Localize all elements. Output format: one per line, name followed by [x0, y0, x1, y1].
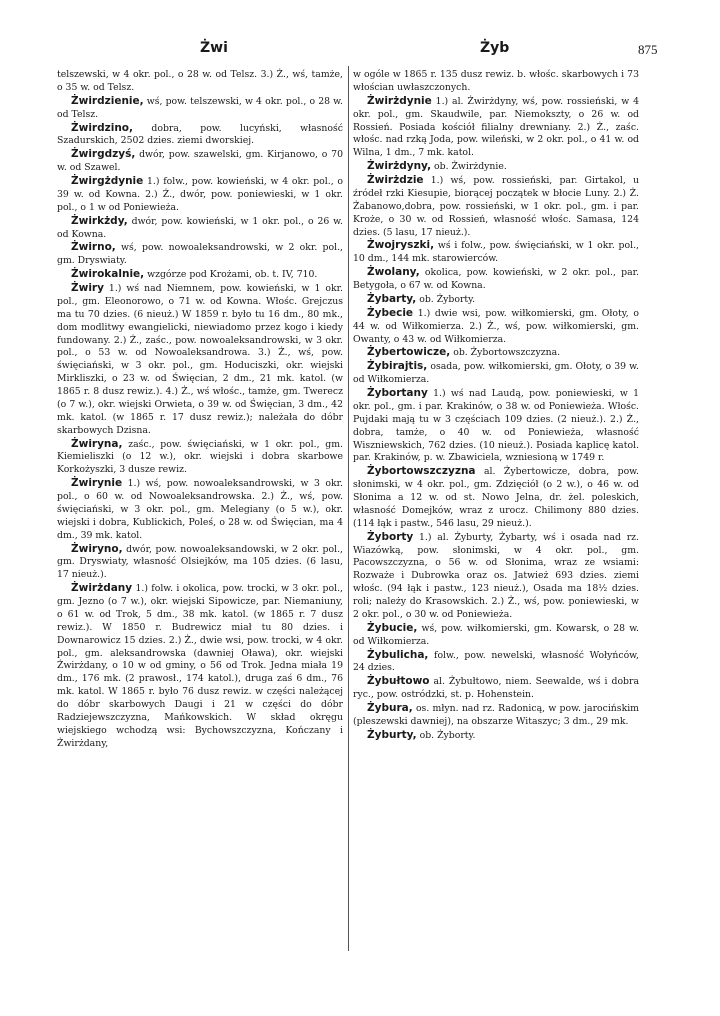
dictionary-entry [57, 438, 343, 478]
dictionary-entry [57, 282, 343, 438]
headword: Żwirżdzie [367, 174, 424, 186]
headword: Żybortowszczyzna [367, 465, 476, 478]
headword: Żwirdzienie, [71, 94, 144, 107]
dictionary-entry [57, 477, 343, 542]
entry-text: al. Żybułtowo, niem. Seewalde, wś i dobra ryc., pow. ostródzki, st. p. Hohenstein. [353, 676, 639, 701]
headword: Żwojryszki, [367, 239, 435, 252]
entry-text: wś, pow. nowoaleksandrowski, w 2 okr. pol., gm. Dryswiaty. [57, 242, 343, 267]
entry-text: 1.) wś, pow. rossieński, par. Girtakol, u źródeł rzki Kiesupie, biorącej początek w błocie Luny. 2.) Ż. Żabanowo,dobra, pow. rossieński, w 1 okr. pol., gm. i par. Kroże, o 30 w. od Rossień, własność włośc. Samasa, 124 dzies. (5 lasu, 17 nieuż.). [353, 175, 639, 238]
headword: Żwirno, [71, 241, 116, 254]
headword: Żwirżdynie [367, 94, 432, 107]
entry-text: dobra, pow. lucyński, własność Szadurskich, 2502 dzies. ziemi dworskiej. [57, 122, 343, 147]
entry-text: dwór, pow. szawelski, gm. Kirjanowo, o 70 w. od Szawel. [57, 149, 343, 174]
dictionary-entry [353, 95, 639, 160]
entry-text: 1.) al. Żyburty, Żybarty, wś i osada nad rz. Wiazówką, pow. słonimski, w 4 okr. pol., gm. Pacowszczyzna, o 56 w. od Słonima, wraz ze wsiami: Rozważe i Dubrowka oraz os. Jatwież 693 dzies. ziemi włośc. (94 łąk i pastw., 123 nieuż.), Osada ma 18½ dzies. roli; należy do Krasowskich. 2.) Ż., wś, pow. poniewieski, w 2 okr. pol., o 30 w. od Poniewieża. [353, 531, 639, 620]
headword: Żybucie, [367, 621, 418, 634]
dictionary-entry [57, 175, 343, 215]
entry-text: 1.) wś nad Niemnem, pow. kowieński, w 1 okr. pol., gm. Eleonorowo, o 71 w. od Kowna. Włośc. Grejczus ma tu 70 dzies. (6 nieuż.) W 1859 r. było tu 16 dm., 80 mk., dom modlitwy ewangielicki, niewiadomo przez kogo i kiedy fundowany. 2.) Ż., zaśc., pow. nowoaleksandrowski, w 3 okr. pol., o 53 w. od Nowoaleksandrowa. 3.) Ż., wś, pow. święciański, w 3 okr. pol., gm. Hoduciszki, okr. wiejski Mirkliszki, o 23 w. od Święcian, 2 dm., 21 mk. katol. (w 1865 r. 8 dusz rewiz.). 4.) Ż., wś włośc., tamże, gm. Twerecz (o 7 w.), okr. wiejski Orwieta, o 39 w. od Święcian, 3 dm., 42 mk. katol. (w 1865 r. 17 dusz rewiz.); należała do dóbr skarbowych Dzisna. [57, 283, 343, 436]
left-column [57, 68, 343, 751]
entry-text: 1.) al. Żwirżdyny, wś, pow. rossieński, w 4 okr. pol., gm. Skaudwile, par. Niemokszty, o 26 w. od Rossień. Posiada kościół filialny drewniany. 2.) Ż., zaśc. włośc. nad rzką Joda, pow. wileński, w 2 okr. pol., o 41 w. od Wilna, 1 dm., 7 mk. katol. [353, 95, 639, 159]
dictionary-entry [353, 729, 639, 743]
headword: Żwiry [71, 282, 104, 294]
dictionary-entry [353, 239, 639, 266]
headword: Żybertowicze, [367, 346, 451, 359]
entry-text: 1.) wś, pow. nowoaleksandrowski, w 3 okr. pol., o 60 w. od Nowoaleksandrowska. 2.) Ż., wś, pow. święciański, w 3 okr. pol., gm. Melegiany (o 5 w.), okr. wiejski i dobra, Kublickich, Poleś, o 28 w. od Święcian, ma 4 dm., 39 mk. katol. [57, 478, 343, 541]
dictionary-entry [353, 346, 639, 360]
headword: Żwirżdyny, [367, 160, 432, 173]
dictionary-entry [353, 68, 639, 95]
headword: Żwirżdany [71, 582, 133, 595]
dictionary-entry [57, 582, 343, 750]
dictionary-entry [353, 293, 639, 307]
headword: Żyburty, [367, 728, 417, 741]
column-divider [348, 66, 349, 951]
dictionary-entry [57, 241, 343, 268]
dictionary-entry [57, 543, 343, 583]
headword: Żwirdzino, [71, 121, 133, 134]
entry-text: ob. Żybortowszczyzna. [450, 347, 561, 359]
right-column [353, 68, 639, 743]
dictionary-entry [353, 387, 639, 465]
entry-text: ob. Żyborty. [416, 293, 476, 305]
dictionary-entry [353, 649, 639, 676]
entry-text: wś, pow. telszewski, w 4 okr. pol., o 28 w. od Telsz. [57, 95, 343, 120]
headword: Żybulicha, [367, 648, 429, 661]
entry-text: al. Żybertowicze, dobra, pow. słonimski, w 4 okr. pol., gm. Zdzięciół (o 2 w.), o 46 w. od Słonima a 12 w. od st. Nowo Jelna, dr. żel. poleskich, własność Domejków, wraz z urocz. Chilimony 880 dzies. (114 łąk i pastw., 546 lasu, 29 nieuż.). [353, 466, 639, 529]
entry-text: 1.) folw. i okolica, pow. trocki, w 3 okr. pol., gm. Jezno (o 7 w.), okr. wiejski Sipowicze, par. Niemaniuny, o 61 w. od Trok, 5 dm., 38 mk. katol. (w 1865 r. 7 dusz rewiz.). W 1850 r. Budrewicz miał tu 80 dzies. i Downarowicz 15 dzies. 2.) Ż., dwie wsi, pow. trocki, w 4 okr. pol., gm. aleksandrowska (dawniej Oława), okr. wiejski Żwirżdany, o 10 w od gminy, o 56 od Trok. Jedna miała 19 dm., 176 mk. (2 prawosł., 174 katol.), druga zaś 6 dm., 76 mk. katol. W 1865 r. było 76 dusz rewiz. w części należącej do dóbr skarbowych Daugi i 21 w części do dóbr Radziejewszczyzna, Mańkowskich. W skład okręgu wiejskiego wchodzą wsi: Bychowszczyzna, Kończany i Żwirżdany, [57, 583, 343, 749]
headword: Żyborty [367, 530, 414, 543]
entry-text: wś i folw., pow. święciański, w 1 okr. pol., 10 dm., 144 mk. starowierców. [353, 240, 639, 265]
headword: Żwirgżdynie [71, 175, 144, 187]
entry-text: dwór, pow. nowoaleksandowski, w 2 okr. pol., gm. Dryswiaty, własność Olsiejków, ma 105 dzies. (6 lasu, 17 nieuż.). [57, 543, 343, 581]
headword: Żwirokalnie, [71, 268, 145, 281]
entry-text: os. młyn. nad rz. Radonicą, w pow. jarocińskim (pleszewski dawniej), na obszarze Witaszyc; 3 dm., 29 mk. [353, 703, 639, 727]
running-head-left: Żwi [200, 40, 228, 56]
page-number: 875 [638, 42, 658, 57]
entry-text: ob. Żwirżdynie. [431, 161, 507, 173]
entry-text: w ogóle w 1865 r. 135 dusz rewiz. b. włośc. skarbowych i 73 włościan uwłaszczonych. [353, 69, 639, 93]
dictionary-entry [353, 307, 639, 347]
dictionary-entry [353, 702, 639, 729]
entry-text: telszewski, w 4 okr. pol., o 28 w. od Telsz. 3.) Ż., wś, tamże, o 35 w. od Telsz. [57, 69, 343, 93]
entry-text: okolica, pow. kowieński, w 2 okr. pol., par. Betygoła, o 67 w. od Kowna. [353, 267, 639, 291]
headword: Żwirgdzyś, [71, 148, 136, 161]
entry-text: folw., pow. newelski, własność Wołyńców, 24 dzies. [353, 649, 639, 674]
headword: Żybura, [367, 702, 413, 714]
entry-text: osada, pow. wiłkomierski, gm. Ołoty, o 39 w. od Wiłkomierza. [353, 361, 639, 386]
headword: Żybortany [367, 387, 428, 399]
running-head-right: Żyb [480, 40, 510, 56]
headword: Żybułtowo [367, 675, 430, 688]
dictionary-entry [57, 68, 343, 95]
dictionary-entry [57, 95, 343, 122]
dictionary-entry [57, 215, 343, 242]
headword: Żwirynie [71, 477, 123, 490]
entry-text: ob. Żyborty. [416, 729, 476, 741]
dictionary-entry [353, 160, 639, 174]
entry-text: 1.) folw., pow. kowieński, w 4 okr. pol., o 39 w. od Kowna. 2.) Ż., dwór, pow. poniewieski, w 1 okr. pol., o 1 w od Poniewieża. [57, 176, 343, 213]
entry-text: dwór, pow. kowieński, w 1 okr. pol., o 26 w. od Kowna. [57, 215, 343, 240]
headword: Żybirajtis, [367, 360, 428, 373]
dictionary-entry [353, 360, 639, 387]
entry-text: wś, pow. wiłkomierski, gm. Kowarsk, o 28 w. od Wiłkomierza. [353, 622, 639, 647]
dictionary-entry [57, 122, 343, 149]
entry-text: wzgórze pod Krożami, ob. t. IV, 710. [144, 269, 318, 281]
entry-text: 1.) wś nad Laudą, pow. poniewieski, w 1 okr. pol., gm. i par. Krakinów, o 38 w. od Poniewieża. Włośc. Pujdaki mają tu w 3 częściach 109 dzies. (2 nieuż.). 2.) Ż., dobra, tamże, o 40 w. od Poniewieża, własność Wiszniewskich, 762 dzies. (10 nieuż.). Posiada kaplicę katol. par. Krakinów, p. w. Zbawiciela, wzniesioną w 1749 r. [353, 388, 639, 464]
dictionary-entry [353, 465, 639, 530]
headword: Żwirkżdy, [71, 214, 128, 227]
dictionary-entry [353, 531, 639, 622]
entry-text: 1.) dwie wsi, pow. wiłkomierski, gm. Ołoty, o 44 w. od Wiłkomierza. 2.) Ż., wś, pow. wiłkomierski, gm. Owanty, o 43 w. od Wiłkomierza. [353, 307, 639, 345]
dictionary-entry [353, 174, 639, 239]
headword: Żwiryna, [71, 437, 123, 450]
entry-text: zaśc., pow. święciański, w 1 okr. pol., gm. Kiemieliszki (o 12 w.), okr. wiejski i dobra skarbowe Korkożyszki, 3 dusze rewiz. [57, 438, 343, 476]
headword: Żybecie [367, 306, 414, 319]
dictionary-entry [353, 675, 639, 702]
dictionary-entry [57, 268, 343, 282]
dictionary-entry [57, 148, 343, 175]
dictionary-entry [353, 266, 639, 293]
headword: Żwiryno, [71, 542, 123, 555]
headword: Żybarty, [367, 292, 417, 305]
dictionary-entry [353, 622, 639, 649]
headword: Żwolany, [367, 266, 420, 279]
